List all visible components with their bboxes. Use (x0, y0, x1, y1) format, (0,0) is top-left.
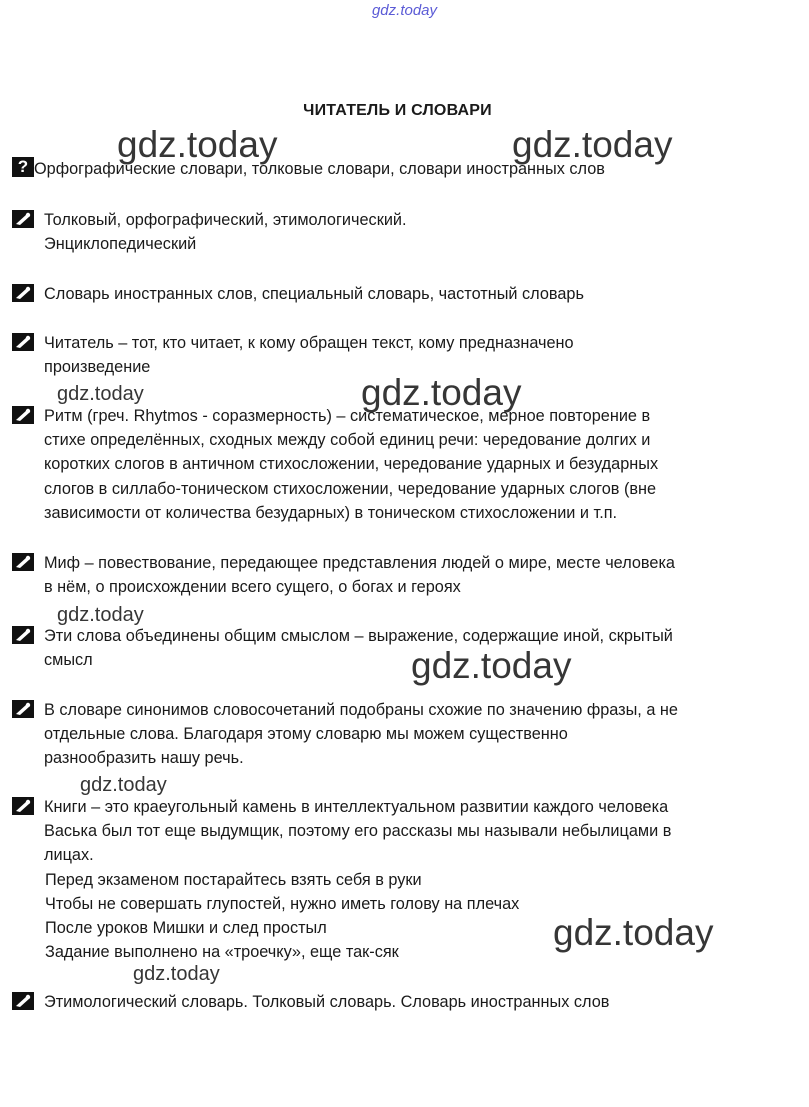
answer-line: Энциклопедический (44, 235, 197, 254)
answer-line: Перед экзаменом постарайтесь взять себя в руки (45, 870, 422, 889)
answer-block (12, 624, 782, 672)
pencil-hand-icon (12, 210, 34, 228)
pencil-hand-icon (12, 333, 34, 351)
answer-line: Ритм (греч. Rhytmos - соразмерность) – систематическое, мерное повторение в (44, 407, 651, 425)
answer-line: Миф – повествование, передающее представления людей о мире, месте человека (44, 554, 675, 572)
watermark: gdz.today (57, 383, 144, 405)
watermark: gdz.today (117, 124, 278, 165)
answer-line: Задание выполнено на «троечку», еще так-сяк (45, 943, 399, 962)
answer-line: произведение (44, 358, 151, 377)
answer-line: зависимости от количества безударных) в тоническом стихосложении и т.п. (44, 503, 618, 522)
question-mark-icon: ? (12, 157, 34, 177)
answer-line: После уроков Мишки и след простыл (45, 919, 327, 938)
site-header-link[interactable]: gdz.today (371, 2, 438, 19)
answer-line: разнообразить нашу речь. (44, 749, 244, 768)
watermark: gdz.today (553, 912, 714, 953)
answer-line: Читатель – тот, кто читает, к кому обращен текст, кому предназначено (44, 334, 574, 352)
pencil-hand-icon (12, 553, 34, 571)
answer-line: Словарь иностранных слов, специальный словарь, частотный словарь (44, 285, 584, 303)
watermark: gdz.today (57, 604, 144, 626)
answer-line: в нём, о происхождении всего сущего, о богах и героях (44, 578, 461, 597)
answer-line: Книги – это краеугольный камень в интеллектуальном развитии каждого человека (44, 798, 669, 816)
answer-line: Этимологический словарь. Толковый словарь. Словарь иностранных слов (44, 993, 610, 1011)
answer-line: Толковый, орфографический, этимологический. (44, 211, 407, 229)
answer-line: Васька был тот еще выдумщик, поэтому его рассказы мы называли небылицами в (44, 822, 672, 841)
watermark: gdz.today (133, 963, 220, 985)
answer-line: слогов в силлабо-тоническом стихосложении, чередование ударных слогов (вне (44, 479, 657, 498)
pencil-hand-icon (12, 797, 34, 815)
answer-block (12, 208, 782, 256)
pencil-hand-icon (12, 406, 34, 424)
watermark: gdz.today (80, 774, 167, 796)
pencil-hand-icon (12, 700, 34, 718)
watermark: gdz.today (361, 372, 522, 413)
answer-line: Эти слова объединены общим смыслом – выражение, содержащие иной, скрытый (44, 627, 673, 645)
answer-block (12, 282, 782, 306)
pencil-hand-icon (12, 992, 34, 1010)
pencil-hand-icon (12, 284, 34, 302)
answer-line: стихе определённых, сходных между собой единиц речи: чередование долгих и (44, 431, 651, 450)
watermark: gdz.today (512, 124, 673, 165)
answer-line: В словаре синонимов словосочетаний подобраны схожие по значению фразы, а не (44, 701, 678, 719)
pencil-hand-icon (12, 626, 34, 644)
watermark: gdz.today (411, 645, 572, 686)
answer-block (12, 698, 782, 771)
answer-block (12, 551, 782, 599)
answer-line: коротких слогов в античном стихосложении, чередование ударных и безударных (44, 455, 659, 474)
answer-line: отдельные слова. Благодаря этому словарю мы можем существенно (44, 725, 568, 744)
answer-line: смысл (44, 651, 93, 670)
answer-line: лицах. (44, 846, 94, 865)
question-text: Орфографические словари, толковые словари, словари иностранных слов (34, 160, 605, 178)
answer-block (12, 990, 782, 1014)
answer-block (12, 404, 782, 525)
answer-line: Чтобы не совершать глупостей, нужно иметь голову на плечах (45, 894, 520, 913)
page-title: ЧИТАТЕЛЬ И СЛОВАРИ (303, 102, 492, 119)
